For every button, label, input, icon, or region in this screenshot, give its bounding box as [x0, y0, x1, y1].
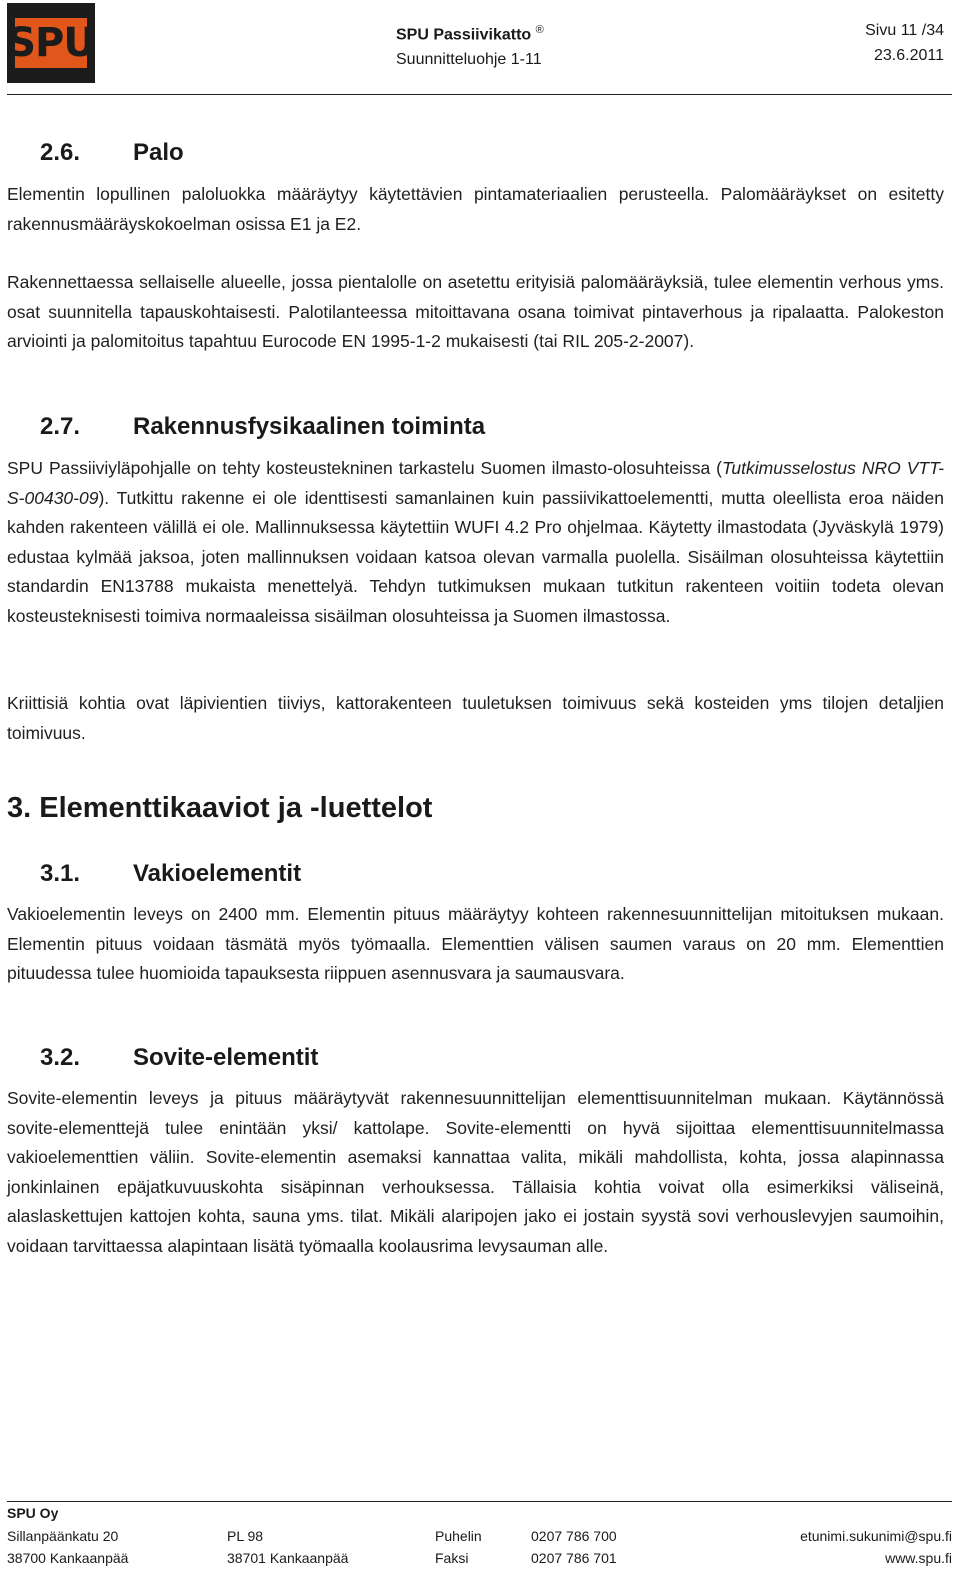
- heading-2-6: [7, 139, 184, 167]
- heading-3-1: [7, 860, 301, 888]
- footer-row-1: [7, 1528, 952, 1548]
- footer-phone-label: Puhelin: [435, 1528, 482, 1544]
- paragraph-fire-class: Elementin lopullinen paloluokka määräytyy käytettävien pintamateriaalien perusteella. Palomääräykset on esitetty rakennusmääräyskokoelman osissa E1 ja E2.: [7, 184, 944, 234]
- footer-street: Sillanpäänkatu 20: [7, 1528, 119, 1544]
- section-title: Vakioelementit: [133, 860, 302, 887]
- footer-po-box: PL 98: [227, 1528, 264, 1544]
- page-number: Sivu 11 /34: [865, 22, 944, 39]
- footer-fax: 0207 786 701: [531, 1550, 617, 1566]
- footer-email-link[interactable]: etunimi.sukunimi@spu.fi: [800, 1528, 952, 1544]
- footer-po-city: 38701 Kankaanpää: [227, 1550, 349, 1566]
- footer-fax-label: Faksi: [435, 1550, 469, 1566]
- section-number: 3.1.: [40, 860, 81, 887]
- header-product-block: [396, 18, 544, 72]
- product-name: SPU Passiivikatto: [396, 26, 532, 44]
- registered-mark: ®: [535, 24, 544, 36]
- section-number: 2.7.: [40, 413, 81, 440]
- paragraph-fitting-elements: Sovite-elementin leveys ja pituus määräytyvät rakennesuunnittelijan elementtisuunnitelman mukaan. Käytännössä sovite-elementtejä tulee enintään yksi/ kattolape. Sovite-elementti on hyvä sijoittaa elementtisuunnitelmassa vakioelementtien väliin. Sovite-elementin asemaksi kannattaa valita, mikäli mahdollista, kohta, jossa alapinnassa jonkinlainen epäjatkuvuuskohta sisäpinnan verhouksessa. Tällaisia kohtia voivat olla esimerkiksi väliseinä, alaslaskettujen kattojen kohta, sauna yms. tilat. Mikäli alaripojen jako ei jostain syystä sovi verhouslevyjen saumoihin, voidaan tarvittaessa alapintaan lisätä työmaalla koolausrima levysauman alle.: [7, 1088, 944, 1256]
- report-reference: Tutkimusselostus NRO VTT-S-00430-09: [7, 458, 944, 508]
- footer-website-link[interactable]: www.spu.fi: [885, 1550, 952, 1566]
- section-number: 3.2.: [40, 1044, 81, 1071]
- footer-phone: 0207 786 700: [531, 1528, 617, 1544]
- logo-badge: [7, 18, 95, 68]
- document-title: Suunnitteluohje 1-11: [396, 51, 542, 69]
- section-title: Sovite-elementit: [133, 1044, 319, 1071]
- footer-divider: [7, 1501, 952, 1502]
- paragraph-standard-elements: Vakioelementin leveys on 2400 mm. Elementin pituus määräytyy kohteen rakennesuunnittelijan mitoituksen mukaan. Elementin pituus voidaan täsmätä myös työmaalla. Elementtien välisen saumen varaus on 20 mm. Elementtien pituudessa tulee huomioida tapauksesta riippuen asennusvara ja saumausvara.: [7, 904, 944, 983]
- section-number: 2.6.: [40, 139, 81, 166]
- heading-3: 3. Elementtikaaviot ja -luettelot: [7, 792, 433, 824]
- section-title: Rakennusfysikaalinen toiminta: [133, 413, 486, 440]
- heading-2-7: [7, 413, 485, 441]
- header-divider: [7, 94, 952, 95]
- logo-text: SPU: [7, 20, 95, 66]
- footer-city: 38700 Kankaanpää: [7, 1550, 129, 1566]
- header-page-block: [865, 18, 944, 68]
- document-date: 23.6.2011: [874, 47, 944, 64]
- paragraph-fire-design: Rakennettaessa sellaiselle alueelle, jossa pientalolle on asetettu erityisiä palomääräyksiä, tulee elementin verhous yms. osat suunnitella tapauskohtaisesti. Palotilanteessa mitoittavana osana toimivat pintaverhous ja ripalaatta. Palokeston arviointi ja palomitoitus tapahtuu Eurocode EN 1995-1-2 mukaisesti (tai RIL 205-2-2007).: [7, 272, 944, 351]
- footer-company: SPU Oy: [7, 1505, 59, 1521]
- paragraph-critical-points: Kriittisiä kohtia ovat läpivientien tiiviys, kattorakenteen tuuletuksen toimivuus sekä kosteiden yms tilojen detaljien toimivuus.: [7, 693, 944, 743]
- spu-logo: [7, 3, 95, 83]
- text-run: ). Tutkittu rakenne ei ole identtisesti samanlainen kuin passiivikattoelementti, mutta oleellista eroa näiden kahden rakenteen välillä ei ole. Mallinnuksessa käytettiin WUFI 4.2 Pro ohjelmaa. Käytetty ilmastodata (Jyväskylä 1979) edustaa kylmää jaksoa, joten mallinnuksen voidaan katsoa olevan varmalla puolella. Sisäilman olosuhteissa käytettiin standardin EN13788 mukaista menettelyä. Tehdyn tutkimuksen mukaan tutkitun rakenteen voitiin todeta olevan kosteusteknisesti toimiva normaaleissa sisäilman olosuhteissa ja Suomen ilmastossa.: [7, 487, 944, 626]
- section-title: Palo: [133, 139, 184, 166]
- footer-row-2: [7, 1550, 952, 1570]
- heading-3-2: [7, 1044, 318, 1072]
- text-run: SPU Passiiviyläpohjalle on tehty kosteustekninen tarkastelu Suomen ilmasto-olosuhteissa (: [7, 458, 723, 478]
- paragraph-moisture-study: [7, 454, 944, 631]
